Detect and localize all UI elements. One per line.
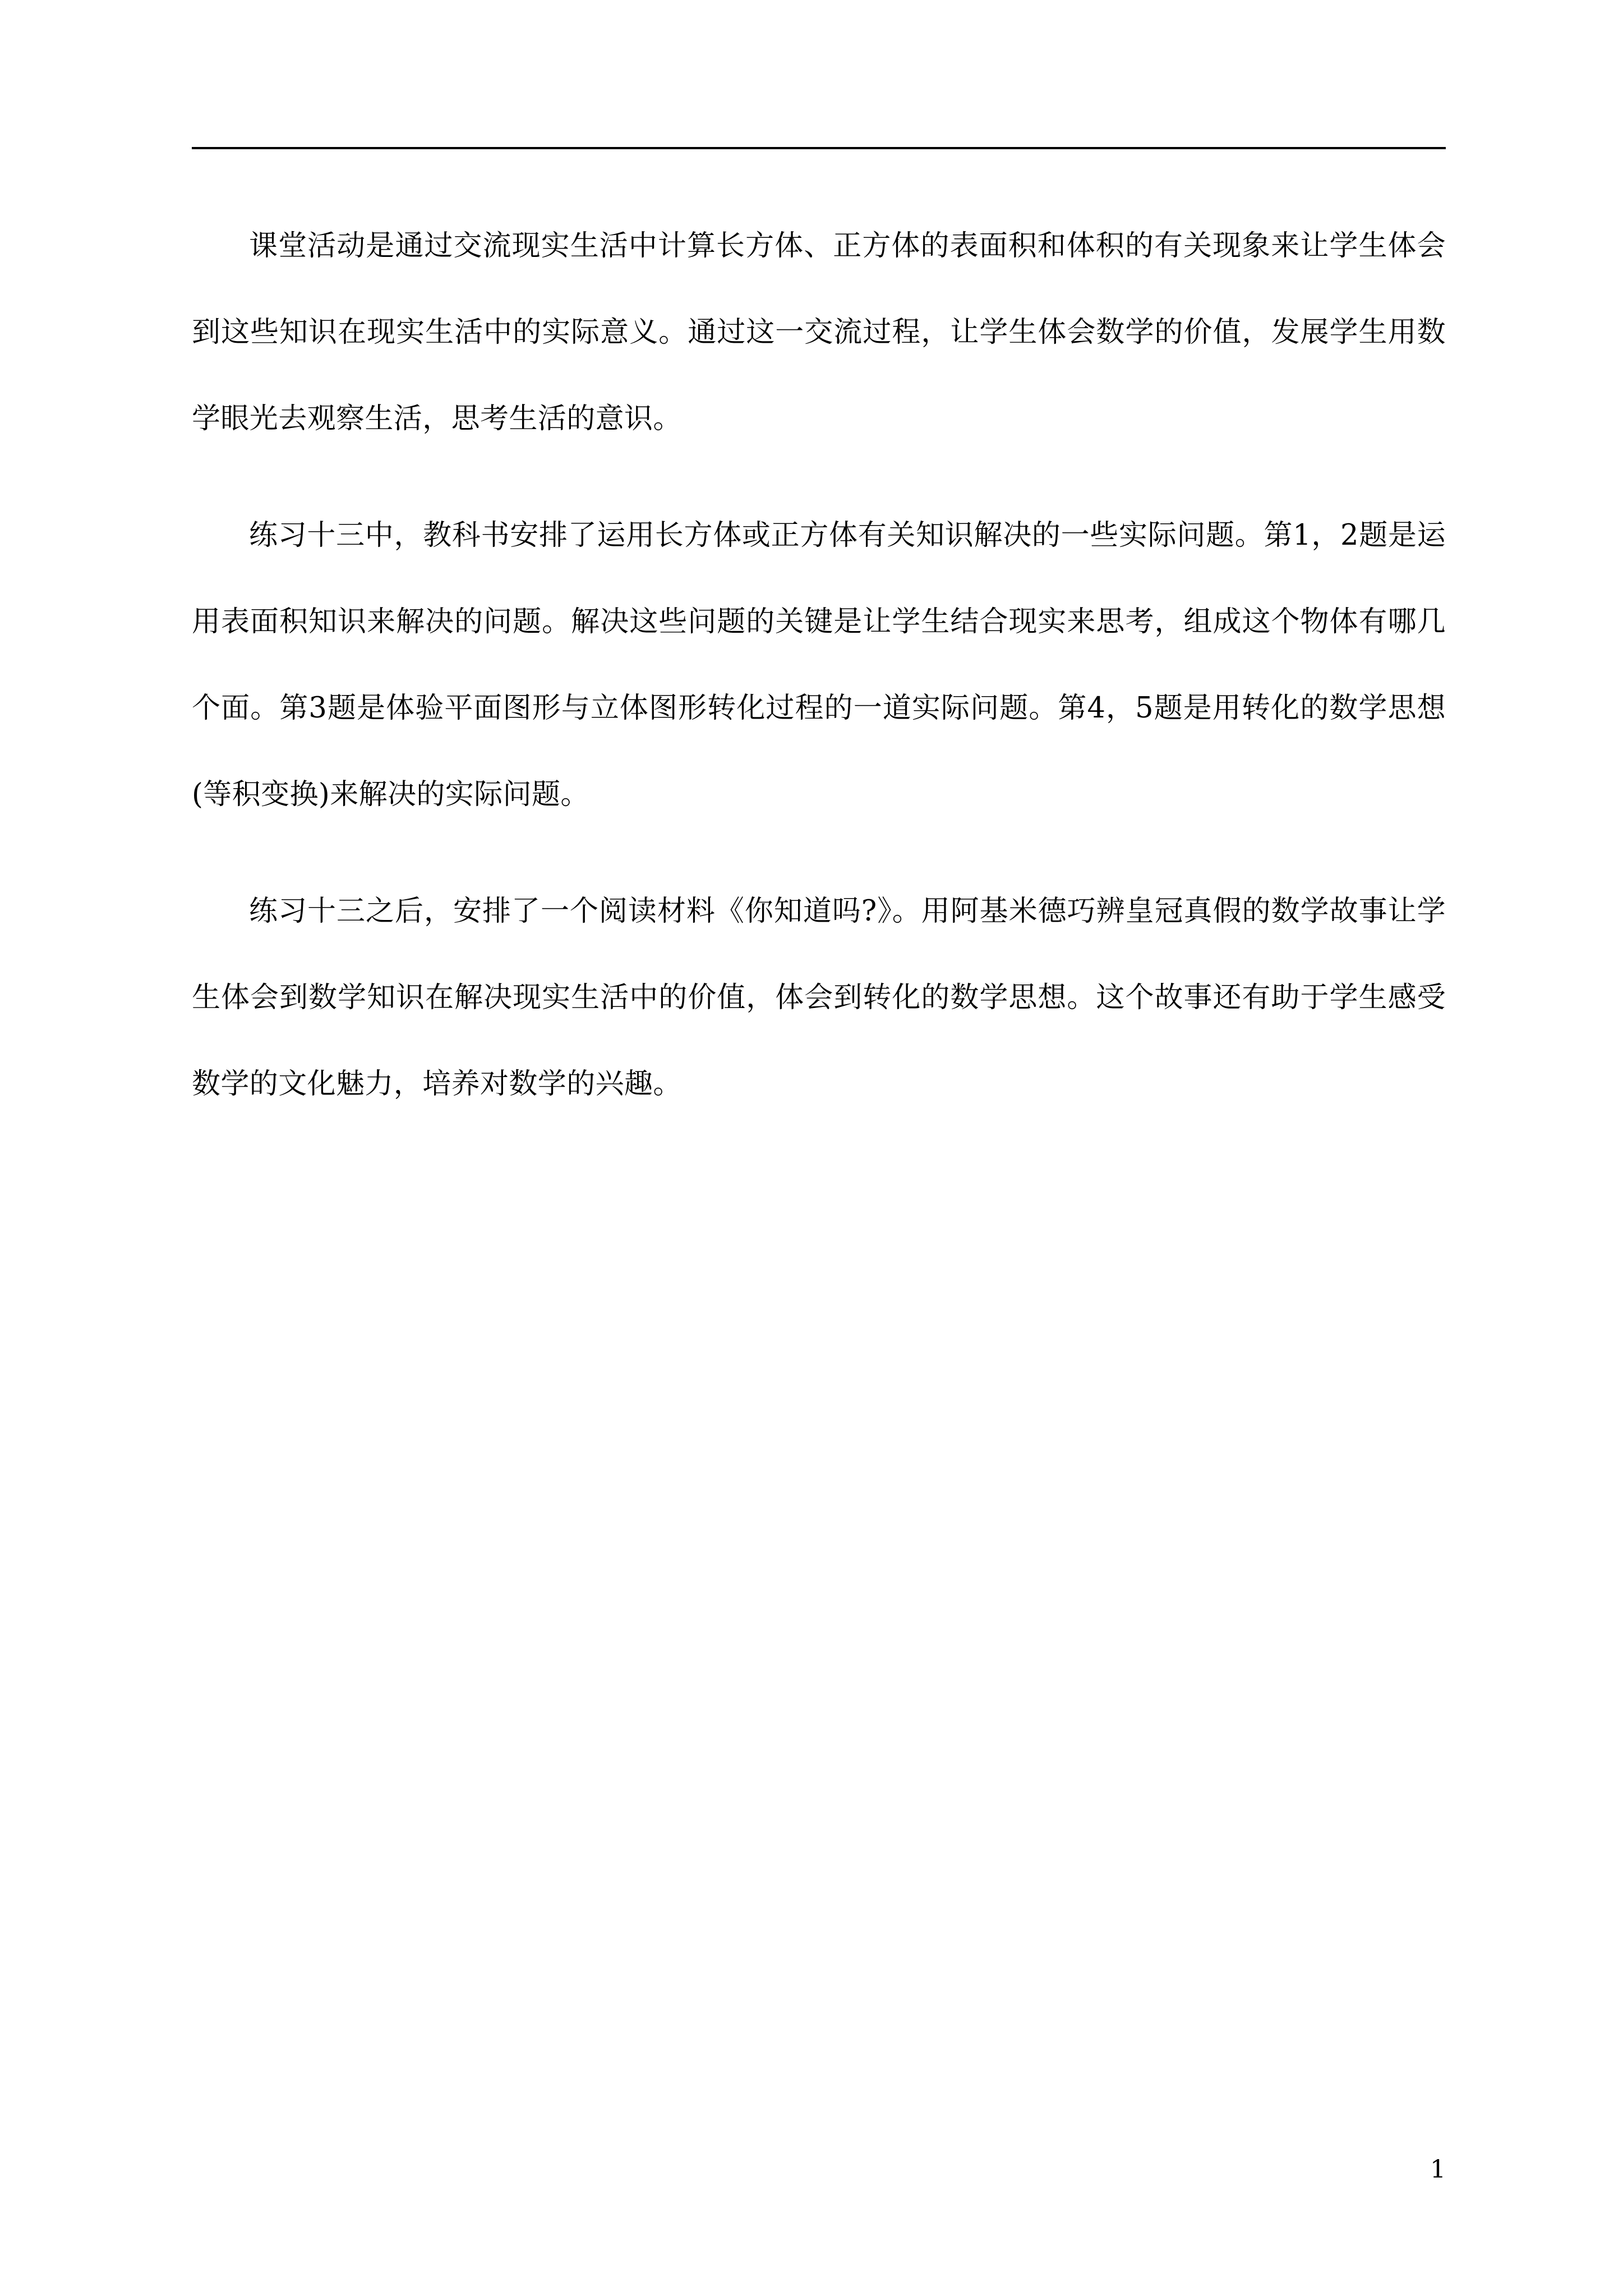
page-number: 1 <box>1430 2155 1446 2184</box>
paragraph-classroom-activity: 课堂活动是通过交流现实生活中计算长方体、正方体的表面积和体积的有关现象来让学生体会到这些知识在现实生活中的实际意义。通过这一交流过程，让学生体会数学的价值，发展学生用数学眼光去观察生活，思考生活的意识。 <box>192 229 1446 435</box>
paragraph-exercise-13: 练习十三中，教科书安排了运用长方体或正方体有关知识解决的一些实际问题。第1，2题是运用表面积知识来解决的问题。解决这些问题的关键是让学生结合现实来思考，组成这个物体有哪几个面。第3题是体验平面图形与立体图形转化过程的一道实际问题。第4，5题是用转化的数学思想(等积变换)来解决的实际问题。 <box>192 519 1446 811</box>
header-rule <box>192 147 1446 149</box>
paragraph-reading-material: 练习十三之后，安排了一个阅读材料《你知道吗?》。用阿基米德巧辨皇冠真假的数学故事让学生体会到数学知识在解决现实生活中的价值，体会到转化的数学思想。这个故事还有助于学生感受数学的文化魅力，培养对数学的兴趣。 <box>192 895 1446 1101</box>
document-body <box>192 203 1446 1158</box>
